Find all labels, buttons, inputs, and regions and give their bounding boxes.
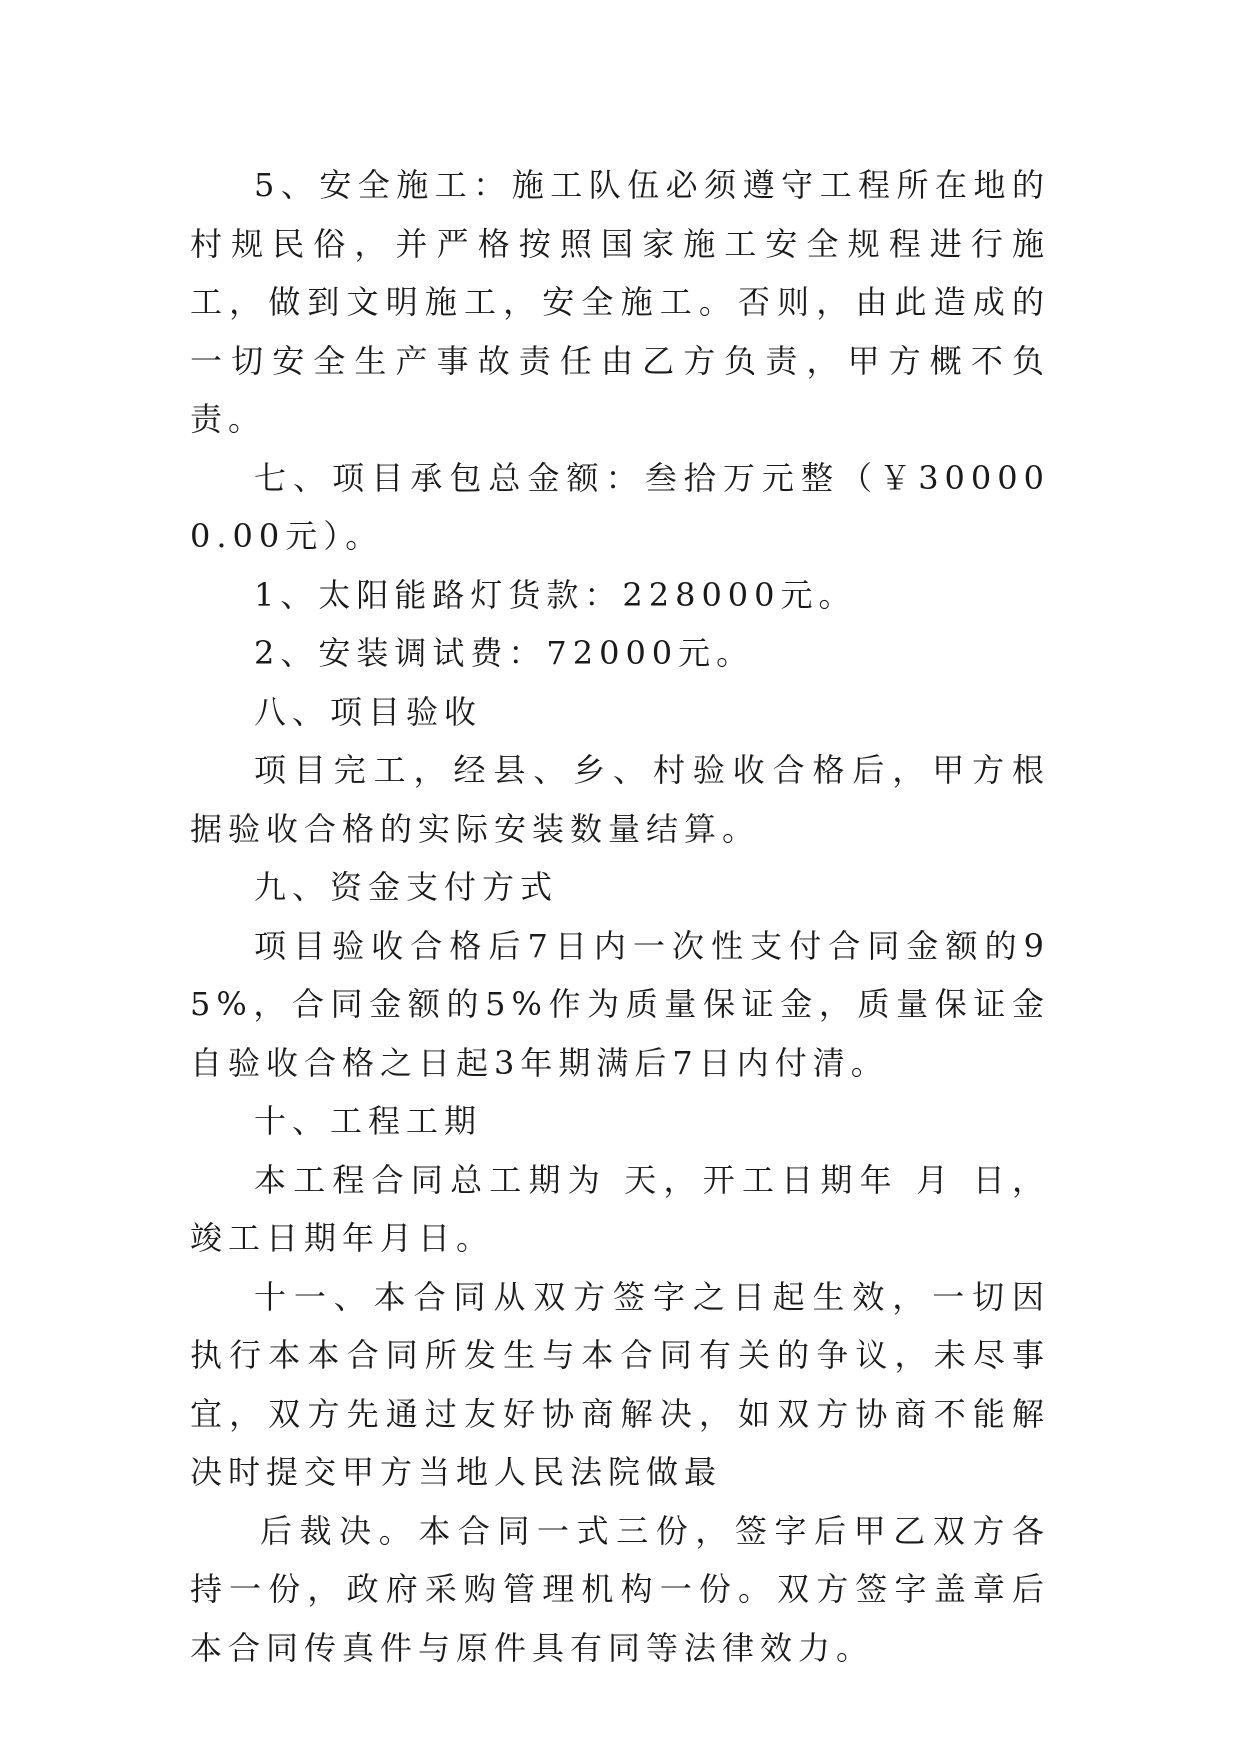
document-body [190, 156, 1050, 1677]
section-heading-payment-method: 九、资金支付方式 [254, 868, 559, 906]
section-heading-schedule: 十、工程工期 [254, 1102, 483, 1140]
paragraph-copies-and-validity: 后裁决。本合同一式三份，签字后甲乙双方各持一份，政府采购管理机构一份。双方签字盖章后本合同传真件与原件具有同等法律效力。 [190, 1511, 1050, 1667]
section-heading-acceptance: 八、项目验收 [254, 692, 483, 731]
paragraph-installation-fee: 2、安装调试费：72000元。 [254, 634, 755, 672]
paragraph-streetlight-payment: 1、太阳能路灯货款：228000元。 [254, 575, 857, 614]
paragraph-payment-method: 项目验收合格后7日内一次性支付合同金额的95%，合同金额的5%作为质量保证金，质量保证金自验收合格之日起3年期满后7日内付清。 [190, 926, 1050, 1082]
paragraph-total-contract-amount: 七、项目承包总金额：叁拾万元整（￥300000.00元）。 [190, 458, 1050, 555]
paragraph-schedule: 本工程合同总工期为 天，开工日期年 月 日，竣工日期年月日。 [190, 1160, 1050, 1257]
paragraph-effectiveness-disputes: 十一、本合同从双方签字之日起生效，一切因执行本本合同所发生与本合同有关的争议，未尽事宜，双方先通过友好协商解决，如双方协商不能解决时提交甲方当地人民法院做最 [190, 1277, 1050, 1491]
paragraph-acceptance: 项目完工，经县、乡、村验收合格后，甲方根据验收合格的实际安装数量结算。 [190, 751, 1050, 848]
paragraph-safety-construction: 5、安全施工：施工队伍必须遵守工程所在地的村规民俗，并严格按照国家施工安全规程进行施工，做到文明施工，安全施工。否则，由此造成的一切安全生产事故责任由乙方负责，甲方概不负责。 [190, 166, 1050, 438]
